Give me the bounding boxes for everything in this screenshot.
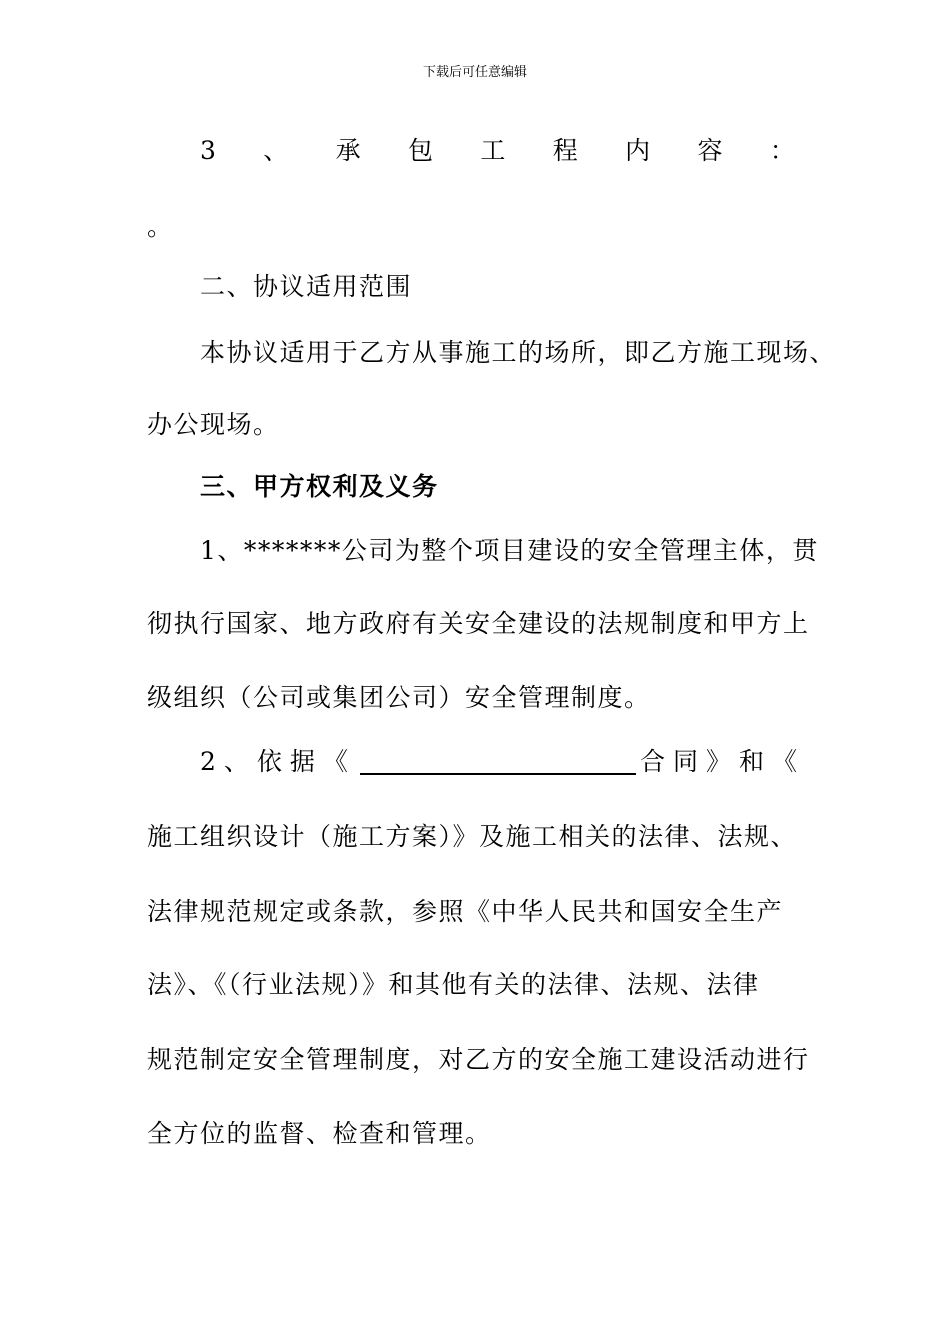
heading-char: 容 [697, 136, 723, 165]
contract-name-blank[interactable] [360, 747, 636, 775]
contract-content-heading [200, 134, 795, 168]
heading-char: ： [769, 136, 795, 165]
heading-char: 3 [200, 136, 216, 165]
paragraph-line-with-blank [200, 745, 805, 779]
heading-char: 包 [408, 136, 434, 165]
heading-char: 、 [263, 136, 289, 165]
heading-char: 内 [625, 136, 651, 165]
paragraph-line: 级组织（公司或集团公司）安全管理制度。 [147, 683, 651, 712]
paragraph-line: 本协议适用于乙方从事施工的场所，即乙方施工现场、 [200, 338, 837, 367]
paragraph-line: 法律规范规定或条款，参照《中华人民共和国安全生产 [147, 897, 784, 926]
heading-char: 承 [335, 136, 361, 165]
section-heading-scope: 二、协议适用范围 [200, 272, 413, 301]
paragraph-segment: 2、依据《 [200, 747, 356, 776]
paragraph-line: 1、*******公司为整个项目建设的安全管理主体，贯 [200, 536, 819, 565]
paragraph-line: 彻执行国家、地方政府有关安全建设的法规制度和甲方上 [147, 609, 810, 638]
paragraph-line: 全方位的监督、检查和管理。 [147, 1119, 492, 1148]
heading-char: 工 [480, 136, 506, 165]
heading-char: 程 [552, 136, 578, 165]
paragraph-line: 。 [147, 212, 174, 241]
section-heading-party-a: 三、甲方权利及义务 [200, 472, 439, 501]
paragraph-segment: 合同》和《 [639, 747, 805, 776]
paragraph-line: 施工组织设计（施工方案）》及施工相关的法律、法规、 [147, 822, 798, 851]
paragraph-line: 法》、《（行业法规）》和其他有关的法律、法规、法律 [147, 970, 760, 999]
paragraph-line: 办公现场。 [147, 410, 280, 439]
page-header-note: 下载后可任意编辑 [422, 65, 527, 80]
paragraph-line: 规范制定安全管理制度，对乙方的安全施工建设活动进行 [147, 1045, 810, 1074]
